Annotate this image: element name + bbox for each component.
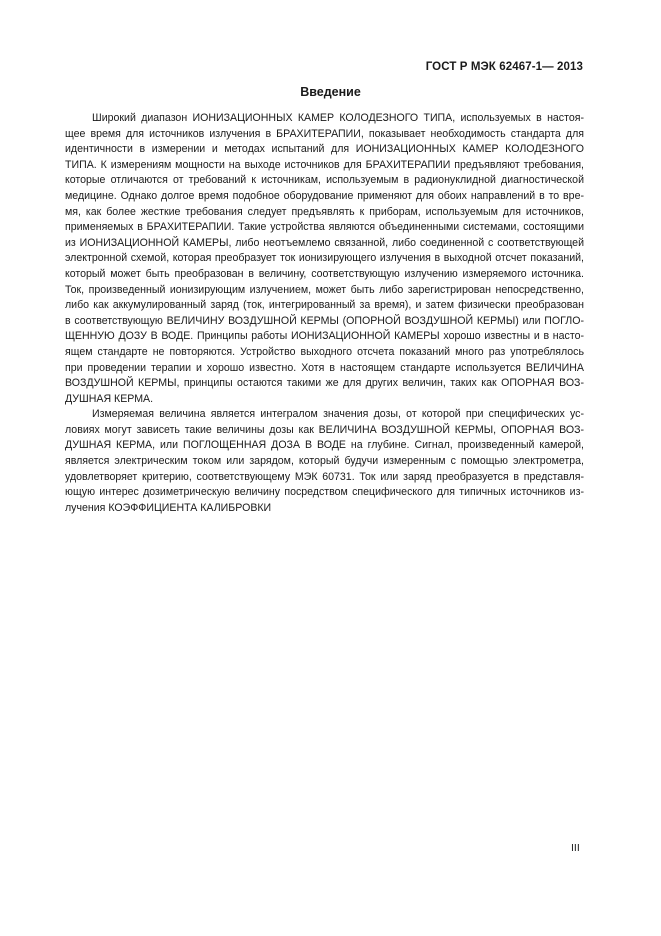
text-line: ТИПА. К измерениям мощности на выходе источников для БРАХИТЕРАПИИ предъявляют требования,	[65, 158, 584, 171]
text-line: ВОЗДУШНОЙ КЕРМЫ, принципы остаются такими же для других величин, таких как ОПОРНАЯ ВОЗ-	[65, 377, 584, 390]
section-title: Введение	[300, 85, 361, 99]
text-line: при проведении терапии и хорошо известно. Хотя в настоящем стандарте используется ВЕЛИЧИНА	[65, 361, 584, 374]
paragraph	[65, 407, 584, 516]
text-line: ЩЕННУЮ ДОЗУ В ВОДЕ. Принципы работы ИОНИЗАЦИОННОЙ КАМЕРЫ хорошо известны и в насто-	[65, 330, 584, 343]
paragraph	[65, 111, 584, 407]
text-line: удовлетворяет критерию, соответствующему МЭК 60731. Ток или заряд преобразуется в представля-	[65, 470, 584, 483]
text-line: Измеряемая величина является интегралом значения дозы, от которой при специфических ус-	[92, 408, 584, 421]
text-line: ющую интерес дозиметрическую величину посредством специфического для типичных источников из-	[65, 486, 584, 499]
text-line: в соответствующую ВЕЛИЧИНУ ВОЗДУШНОЙ КЕРМЫ (ОПОРНОЙ ВОЗДУШНОЙ КЕРМЫ) или ПОГЛО-	[65, 314, 584, 327]
text-line: ДУШНАЯ КЕРМА.	[65, 392, 154, 405]
text-line: мя, как более жесткие требования следует предъявлять к приборам, используемым для источников,	[65, 205, 584, 218]
page-number: III	[571, 842, 580, 854]
document-body	[65, 111, 584, 516]
text-line: ДУШНАЯ КЕРМА, или ПОГЛОЩЕННАЯ ДОЗА В ВОДЕ на глубине. Сигнал, произведенный камерой,	[65, 439, 584, 452]
text-line: электронной схемой, которая преобразует ток ионизирующего излучения в выходной отсчет показаний,	[65, 252, 584, 265]
text-line: из ИОНИЗАЦИОННОЙ КАМЕРЫ, либо неотъемлемо связанной, либо соединенной с соответствующей	[65, 236, 584, 249]
text-line: который может быть преобразован в величину, соответствующую излучению измеряемого источника.	[65, 267, 584, 280]
text-line: Широкий диапазон ИОНИЗАЦИОННЫХ КАМЕР КОЛОДЕЗНОГО ТИПА, используемых в настоя-	[92, 112, 584, 124]
text-line: идентичности в измерении и методах испытаний для ИОНИЗАЦИОННЫХ КАМЕР КОЛОДЕЗНОГО	[65, 143, 584, 156]
text-line: лучения КОЭФФИЦИЕНТА КАЛИБРОВКИ	[65, 501, 272, 514]
document-header-standard-code: ГОСТ Р МЭК 62467-1— 2013	[425, 61, 583, 73]
text-line: является электрическим током или зарядом, который будучи измеренным с помощью электрометра,	[65, 455, 584, 468]
text-line: ящем стандарте не повторяются. Устройство выходного отсчета показаний много раз употреблялось	[65, 345, 584, 358]
text-line: щее время для источников излучения в БРАХИТЕРАПИИ, показывает необходимость стандарта для	[65, 127, 584, 140]
text-line: которые отличаются от требований к источникам, используемым в радионуклидной диагностической	[65, 174, 584, 187]
text-line: медицине. Однако долгое время подобное оборудование применяют для обоих направлений в то вре-	[65, 189, 584, 202]
text-line: Ток, произведенный ионизирующим излучением, может быть либо зарегистрирован непосредственно,	[65, 283, 584, 296]
text-line: ловиях могут зависеть такие величины дозы как ВЕЛИЧИНА ВОЗДУШНОЙ КЕРМЫ, ОПОРНАЯ ВОЗ-	[65, 423, 584, 436]
text-line: применяемых в БРАХИТЕРАПИИ. Такие устройства являются объединенными системами, состоящими	[65, 221, 584, 234]
text-line: либо как аккумулированный заряд (ток, интегрированный за время), и затем физически преобразован	[65, 299, 584, 312]
